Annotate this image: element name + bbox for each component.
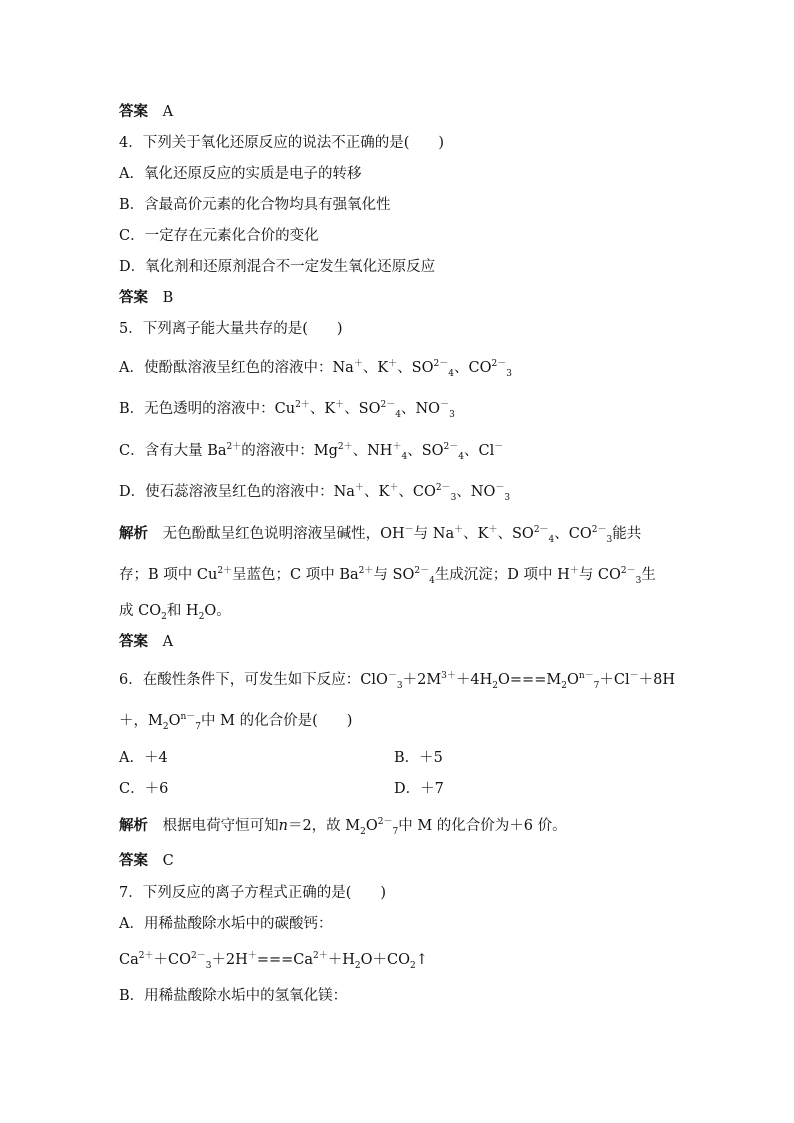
question-7-option-b: B．用稀盐酸除水垢中的氢氧化镁： [119,988,348,1004]
answer-label: 答案 [119,852,148,869]
question-7-stem: 7．下列反应的离子方程式正确的是( ) [119,885,387,901]
question-5-option-b: B．无色透明的溶液中：$Cu^{2+}$、K＋、$SO^{2-}_4$、$NO^-_3$ [119,400,455,420]
question-6-option-d: D．＋7 [394,781,444,797]
answer-value: C [162,853,174,869]
analysis-line: 解析 根据电荷守恒可知n＝2，故 $M_2O^{2-}_7$中 M 的化合价为＋6 价。 [119,817,567,837]
question-5-option-a: A．使酚酞溶液呈红色的溶液中：Na＋、K＋、$SO^{2-}_4$、$CO^{2-}_3$ [119,359,512,379]
answer-value: A [162,104,174,120]
answer-label: 答案 [119,633,148,650]
question-4-option-b: B．含最高价元素的化合物均具有强氧化性 [119,197,391,213]
question-5-stem: 5．下列离子能大量共存的是( ) [119,321,343,337]
question-4-stem: 4．下列关于氧化还原反应的说法不正确的是( ) [119,135,445,151]
answer-value: A [162,634,174,650]
analysis-line: 成 $CO_2$和 $H_2O$。 [119,603,231,622]
question-7-equation-a: $Ca^{2+}+CO^{2-}_3+2H^+===Ca^{2+}+H_2O+CO_2↑$ [119,951,428,971]
question-4-option-c: C．一定存在元素化合价的变化 [119,228,319,244]
answer-line [119,288,173,308]
question-6-option-a: A．＋4 [119,750,168,766]
question-4-option-a: A．氧化还原反应的实质是电子的转移 [119,166,362,182]
answer-line [119,102,173,122]
question-6-stem: 6．在酸性条件下，可发生如下反应：$ClO^-_3+2M^{3+}+4H_2O===M_2O^{n-}_7+Cl^-+8H$ [119,671,675,691]
analysis-label: 解析 [119,525,148,542]
question-6-option-c: C．＋6 [119,781,169,797]
analysis-line: 解析 无色酚酞呈红色说明溶液呈碱性，OH－与 Na＋、K＋、$SO^{2-}_4$、$CO^{2-}_3$能共 [119,525,642,545]
answer-line [119,632,173,652]
answer-label: 答案 [119,103,148,120]
answer-value: B [162,290,174,306]
question-6-option-b: B．＋5 [394,750,443,766]
answer-label: 答案 [119,289,148,306]
analysis-label: 解析 [119,817,148,834]
answer-line [119,851,174,871]
analysis-line: 存；B 项中 $Cu^{2+}$呈蓝色；C 项中 $Ba^{2+}$与 $SO^{2-}_4$生成沉淀；D 项中 H＋与 $CO^{2-}_3$生 [119,566,656,586]
question-4-option-d: D．氧化剂和还原剂混合不一定发生氧化还原反应 [119,259,436,275]
question-7-option-a: A．用稀盐酸除水垢中的碳酸钙： [119,916,333,932]
question-5-option-d: D．使石蕊溶液呈红色的溶液中：Na＋、K＋、$CO^{2-}_3$、$NO^-_3$ [119,483,511,503]
question-6-stem-cont: ＋，$M_2O^{n-}_7$中 M 的化合价是( ) [119,712,353,732]
question-5-option-c: C．含有大量 $Ba^{2+}$的溶液中：$Mg^{2+}$、$NH^+_4$、$SO^{2-}_4$、Cl－ [119,442,504,462]
